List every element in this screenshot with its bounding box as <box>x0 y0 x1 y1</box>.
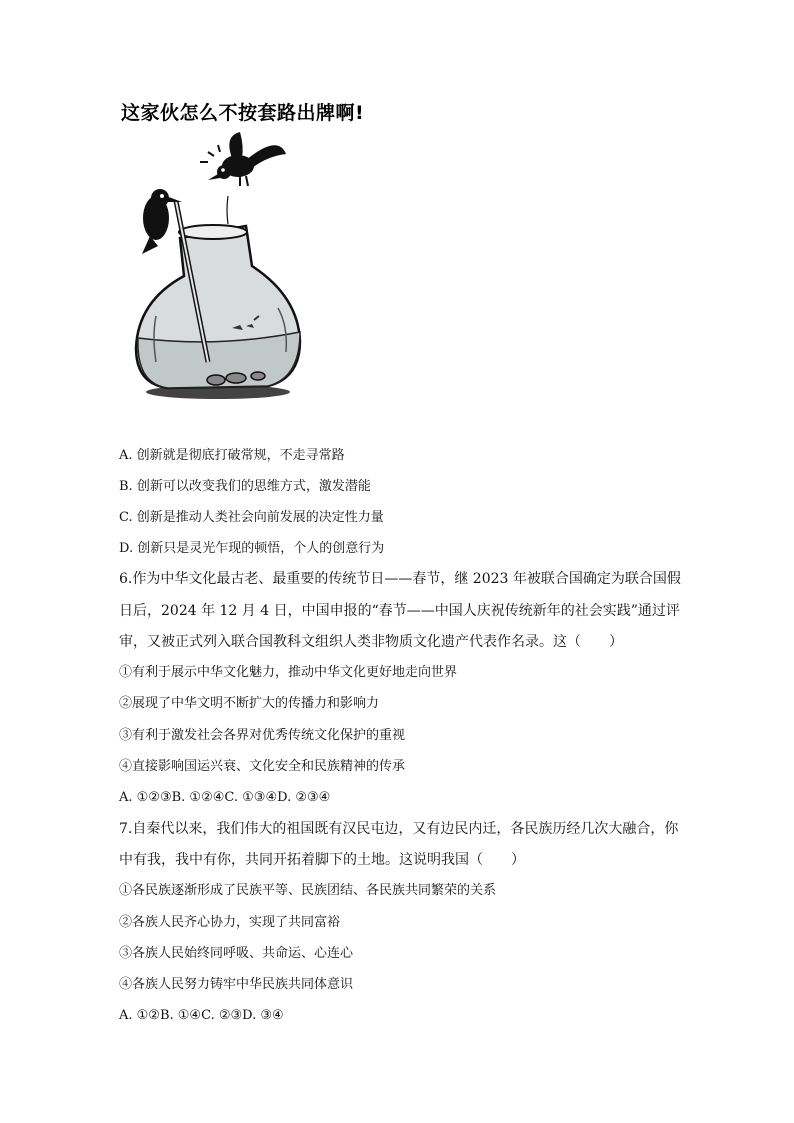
q7-item-2: ②各族人民齐心协力，实现了共同富裕 <box>119 915 341 930</box>
vase-mouth <box>179 225 247 239</box>
pebble <box>251 372 265 380</box>
q5-option-b: B. 创新可以改变我们的思维方式，激发潜能 <box>119 479 371 494</box>
q6-stem-line: 6.作为中华文化最古老、最重要的传统节日——春节，继 2023 年被联合国确定为联合国假 <box>119 571 681 587</box>
q7-item-4: ④各族人民努力铸牢中华民族共同体意识 <box>119 977 354 992</box>
q6-stem-line: 审，又被正式列入联合国教科文组织人类非物质文化遗产代表作名录。这（ ） <box>119 634 623 650</box>
crow-flying <box>200 132 286 224</box>
pebble <box>207 375 225 385</box>
cartoon-title: 这家伙怎么不按套路出牌啊! <box>121 102 365 124</box>
q7-choices: A. ①②B. ①④C. ②③D. ③④ <box>119 1008 284 1023</box>
crow-vase-cartoon <box>128 126 304 406</box>
q7-stem-line: 中有我，我中有你，共同开拓着脚下的土地。这说明我国（ ） <box>119 852 525 868</box>
q6-choices: A. ①②③B. ①②④C. ①③④D. ②③④ <box>119 790 331 805</box>
q6-stem-line: 日后，2024 年 12 月 4 日，中国申报的“春节——中国人庆祝传统新年的社会实践”通过评 <box>119 603 680 619</box>
q5-option-a: A. 创新就是彻底打破常规，不走寻常路 <box>119 448 345 463</box>
q5-option-c: C. 创新是推动人类社会向前发展的决定性力量 <box>119 510 384 525</box>
q7-item-3: ③各族人民始终同呼吸、共命运、心连心 <box>119 946 354 961</box>
q6-item-3: ③有利于激发社会各界对优秀传统文化保护的重视 <box>119 728 406 743</box>
q6-item-4: ④直接影响国运兴衰、文化安全和民族精神的传承 <box>119 759 406 774</box>
q7-stem-line: 7.自秦代以来，我们伟大的祖国既有汉民屯边，又有边民内迁，各民族历经几次大融合，你 <box>119 821 679 837</box>
crow-drinking <box>142 189 182 254</box>
q7-item-1: ①各民族逐渐形成了民族平等、民族团结、各民族共同繁荣的关系 <box>119 883 497 898</box>
q6-item-1: ①有利于展示中华文化魅力，推动中华文化更好地走向世界 <box>119 665 458 680</box>
pebble <box>226 373 246 383</box>
q5-option-d: D. 创新只是灵光乍现的顿悟，个人的创意行为 <box>119 541 385 556</box>
q6-item-2: ②展现了中华文明不断扩大的传播力和影响力 <box>119 696 380 711</box>
